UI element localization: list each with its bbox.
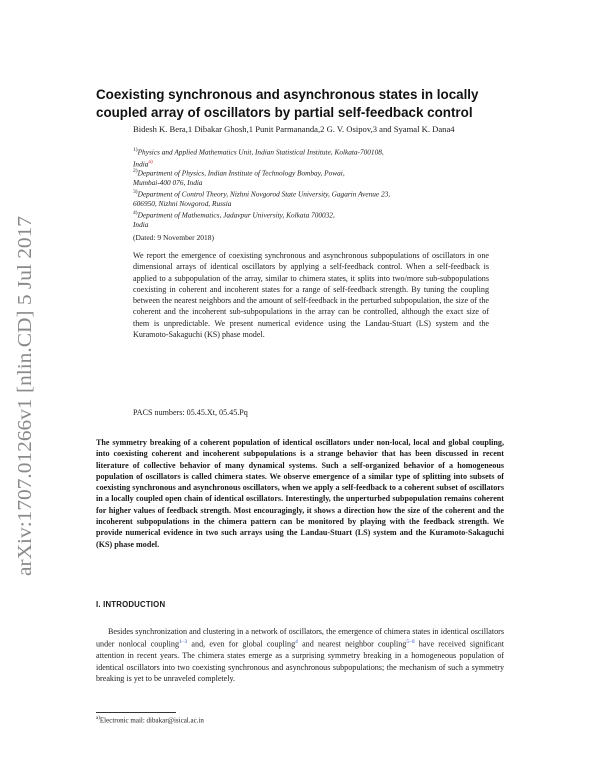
footnote xyxy=(96,716,204,724)
section-heading-introduction: I. INTRODUCTION xyxy=(96,600,166,609)
intro-text-4: have received significant attention in recent years. The chimera states emerge as a surprising symmetry breaking in a homogeneous population of identical oscillators into two coexisting synchronous and asynchronous subpopulations; the mechanism of such a symmetry breaking is yet to be unraveled completely. xyxy=(96,639,504,683)
author-list: Bidesh K. Bera,1 Dibakar Ghosh,1 Punit Parmananda,2 G. V. Osipov,3 and Syamal K. Dana4 xyxy=(133,124,455,134)
footnote-mark: a) xyxy=(96,716,100,721)
affiliation-3-line-1: Department of Control Theory, Nizhni Novgorod State University, Gagarin Avenue 23, xyxy=(137,189,391,199)
arxiv-identifier-svg xyxy=(4,213,44,578)
citation-link-1[interactable]: 1–3 xyxy=(179,639,188,646)
affiliation-4-line-1: Department of Mathematics, Jadavpur University, Kolkata 700032, xyxy=(137,210,335,220)
affiliation-3 xyxy=(133,187,493,209)
intro-text-1: Besides synchronization and clustering in a network of oscillators, the emergence of chimera states in identical oscillators under nonlocal coupling xyxy=(96,627,504,649)
lead-paragraph: The symmetry breaking of a coherent population of identical oscillators under non-local, local and global coupling, into coexisting coherent and incoherent subpopulations is a strange behavior that has been discussed in recent literature of collective behavior of many dynamical systems. Such a self-organized behavior of a homogeneous population of oscillators is called chimera states. We observe emergence of a similar type of splitting into subsets of coexisting synchronous and asynchronous oscillators, when we apply a self-feedback to a coherent subset of oscillators in a locally coupled open chain of identical oscillators. Interestingly, the unperturbed subpopulation remains coherent for higher values of feedback strength. Most encouragingly, it shows a direction how the size of the coherent and the incoherent subpopulations in the chimera pattern can be monitored by playing with the feedback strength. We provide numerical evidence in two such arrays using the Landau-Stuart (LS) system and the Kuramoto-Sakaguchi (KS) phase model. xyxy=(96,438,504,549)
citation-link-3[interactable]: 5–8 xyxy=(406,639,415,646)
affiliation-3-line-2: 606950, Nizhni Novgorod, Russia xyxy=(133,199,232,209)
affiliation-2-mark: 2) xyxy=(133,168,138,174)
paper-title: Coexisting synchronous and asynchronous states in locally coupled array of oscillators by partial self-feedback control xyxy=(96,87,479,120)
affiliation-2-line-2: Mumbai-400 076, India xyxy=(133,178,203,188)
affiliation-1-mark: 1) xyxy=(133,147,138,153)
footnote-divider xyxy=(96,712,176,713)
dated-line: (Dated: 9 November 2018) xyxy=(133,233,215,242)
abstract: We report the emergence of coexisting synchronous and asynchronous subpopulations of oscillators in one dimensional arrays of identical oscillators by applying a self-feedback control. When a self-feedback is applied to a subpopulation of the array, similar to chimera states, it splits into two/more sub-subpopulations coexisting in coherent and incoherent states for a range of self-feedback strength. By tuning the coupling between the nearest neighbors and the amount of self-feedback in the perturbed subpopulation, the size of the coherent and the incoherent sub-subpopulations in the array can be controlled, although the exact size of them is unpredictable. We present numerical evidence using the Landau-Stuart (LS) system and the Kuramoto-Sakaguchi (KS) phase model. xyxy=(133,251,489,339)
affiliation-3-mark: 3) xyxy=(133,189,138,195)
arxiv-identifier-text: arXiv:1707.01266v1 [nlin.CD] 5 Jul 2017 xyxy=(15,247,36,576)
citation-link-2[interactable]: 4 xyxy=(295,639,298,646)
affiliation-4 xyxy=(133,208,493,230)
affiliation-4-line-2: India xyxy=(133,220,149,230)
footnote-email: Electronic mail: dibakar@isical.ac.in xyxy=(99,716,204,725)
affiliation-4-mark: 4) xyxy=(133,210,138,216)
introduction-paragraph xyxy=(96,626,504,684)
affiliation-1-line-1: Physics and Applied Mathematics Unit, Indian Statistical Institute, Kolkata-700108, xyxy=(137,147,384,157)
affiliation-2 xyxy=(133,166,493,188)
affiliation-1-line-2: India xyxy=(133,159,149,169)
intro-text-2: and, even for global coupling xyxy=(187,639,296,649)
arxiv-identifier-stamp xyxy=(4,213,44,578)
pacs-numbers: PACS numbers: 05.45.Xt, 05.45.Pq xyxy=(133,408,248,417)
affiliation-2-line-1: Department of Physics, Indian Institute of Technology Bombay, Powai, xyxy=(137,168,345,178)
affiliation-1-note-link[interactable]: a) xyxy=(148,159,153,166)
intro-text-3: and nearest neighbor coupling xyxy=(297,639,407,649)
